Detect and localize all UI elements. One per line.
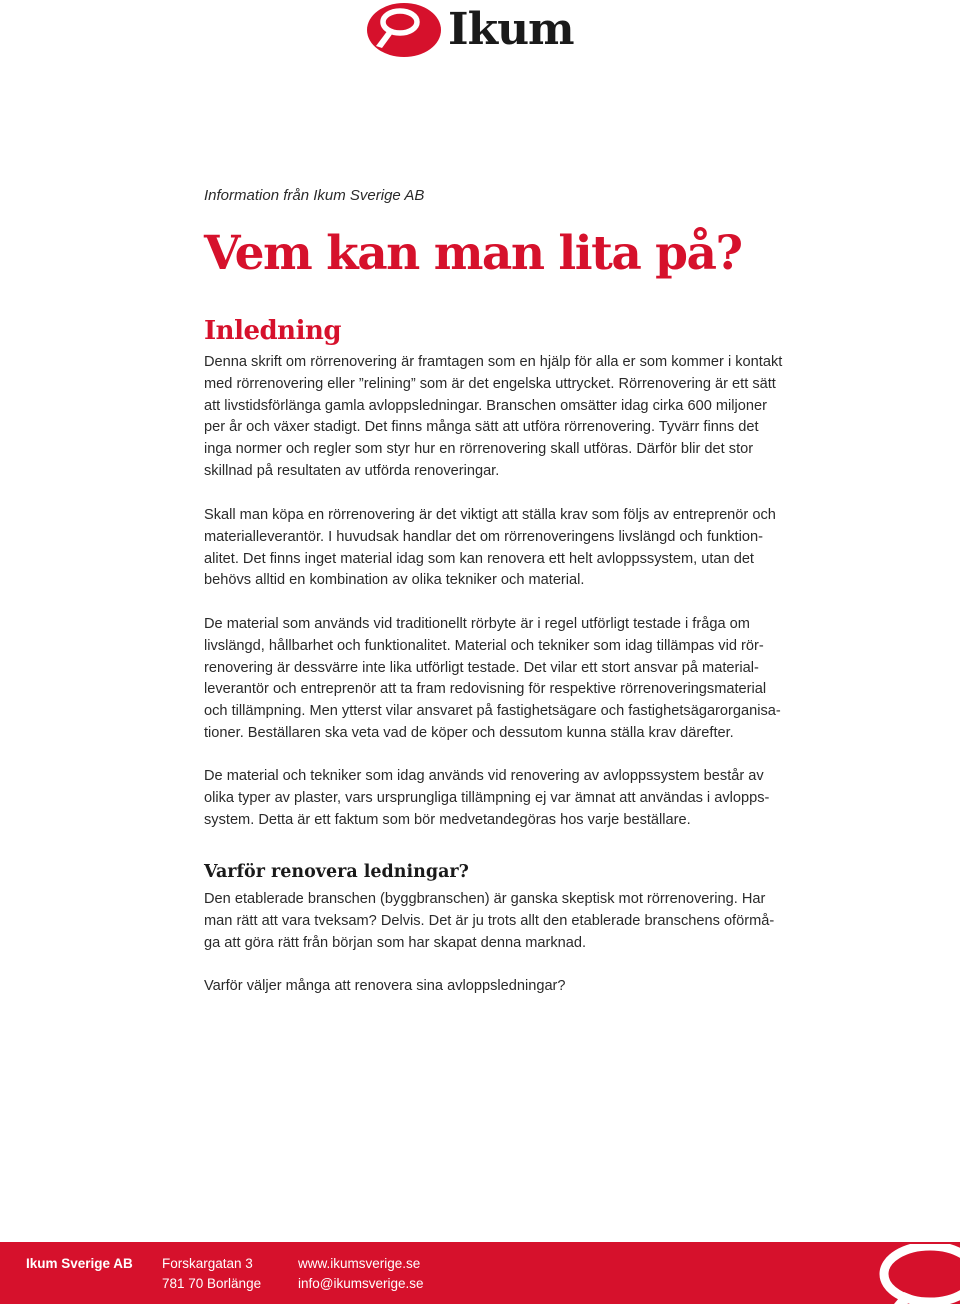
footer-city: 781 70 Borlänge [162, 1275, 262, 1291]
text-line: ga att göra rätt från början som har skapat denna marknad. [204, 934, 587, 951]
paragraph-5 [204, 889, 794, 954]
magnifier-logo-icon [366, 2, 446, 58]
footer-email-link[interactable]: info@ikumsverige.se [298, 1275, 424, 1291]
section-heading-varfor: Varför renovera ledningar? [204, 862, 469, 882]
text-line: man rätt att vara tveksam? Delvis. Det är ju trots allt den etablerade branschens oförmå- [204, 912, 775, 929]
paragraph-4 [204, 766, 794, 831]
text-line: inga normer och regler som styr hur en rörrenovering skall utföras. Därför blir det stor [204, 441, 754, 458]
footer-contact-block [298, 1254, 424, 1293]
logo-wordmark: Ikum [448, 4, 574, 55]
footer-bar [0, 1242, 960, 1304]
text-line: materialleverantör. I huvudsak handlar det om rörrenoveringens livslängd och funktion- [204, 528, 763, 545]
paragraph-3 [204, 614, 794, 745]
text-line: behövs alltid en kombination av olika tekniker och material. [204, 572, 585, 589]
text-line: Skall man köpa en rörrenovering är det viktigt att ställa krav som följs av entreprenör och [204, 507, 776, 523]
paragraph-1 [204, 352, 794, 483]
text-line: Denna skrift om rörrenovering är framtagen som en hjälp för alla er som kommer i kontakt [204, 354, 783, 370]
footer-company-block [26, 1254, 133, 1274]
text-line: och tillämpning. Men ytterst vilar ansvaret på fastighetsägare och fastighetsägarorganisa- [204, 703, 781, 720]
text-line: Varför väljer många att renovera sina avloppsledningar? [204, 978, 566, 994]
text-line: system. Detta är ett faktum som bör medvetandegöras hos varje beställare. [204, 811, 691, 828]
ikum-logo [366, 2, 602, 58]
footer-magnifier-icon [850, 1244, 960, 1304]
text-line: leverantör och entreprenör att ta fram redovisning för respektive rörrenoveringsmaterial [204, 681, 767, 698]
footer-street: Forskargatan 3 [162, 1256, 253, 1271]
intro-line: Information från Ikum Sverige AB [204, 187, 425, 204]
text-line: skillnad på resultaten av utförda renoveringar. [204, 462, 500, 479]
text-line: Den etablerade branschen (byggbranschen) är ganska skeptisk mot rörrenovering. Har [204, 891, 766, 907]
text-line: med rörrenovering eller ”relining” som är det engelska uttrycket. Rörrenovering är ett sätt [204, 375, 776, 392]
footer-company: Ikum Sverige AB [26, 1256, 133, 1271]
paragraph-6 [204, 976, 794, 998]
section-heading-inledning: Inledning [204, 316, 342, 346]
text-line: renovering är dessvärre inte lika utförligt testade. Det vilar ett stort ansvar på material- [204, 659, 759, 676]
footer-address-block [162, 1254, 261, 1293]
text-line: alitet. Det finns inget material idag som kan renovera ett helt avloppssystem, utan det [204, 550, 754, 567]
text-line: att livstidsförlänga gamla avloppsledningar. Branschen omsätter idag cirka 600 miljoner [204, 397, 767, 414]
text-line: tioner. Beställaren ska veta vad de köper och dessutom kunna ställa krav därefter. [204, 724, 734, 741]
text-line: olika typer av plaster, vars ursprungliga tillämpning ej var ämnat att användas i avlopps- [204, 789, 770, 806]
footer-website-link[interactable]: www.ikumsverige.se [298, 1256, 421, 1271]
text-line: livslängd, hållbarhet och funktionalitet. Material och tekniker som idag tillämpas vid rör- [204, 637, 764, 654]
text-line: per år och växer stadigt. Det finns många sätt att utföra rörrenovering. Tyvärr finns det [204, 419, 759, 436]
text-line: De material och tekniker som idag används vid renovering av avloppssystem består av [204, 768, 764, 784]
page-title: Vem kan man lita på? [204, 226, 742, 281]
paragraph-2 [204, 505, 794, 592]
text-line: De material som används vid traditionellt rörbyte är i regel utförligt testade i fråga om [204, 616, 750, 632]
